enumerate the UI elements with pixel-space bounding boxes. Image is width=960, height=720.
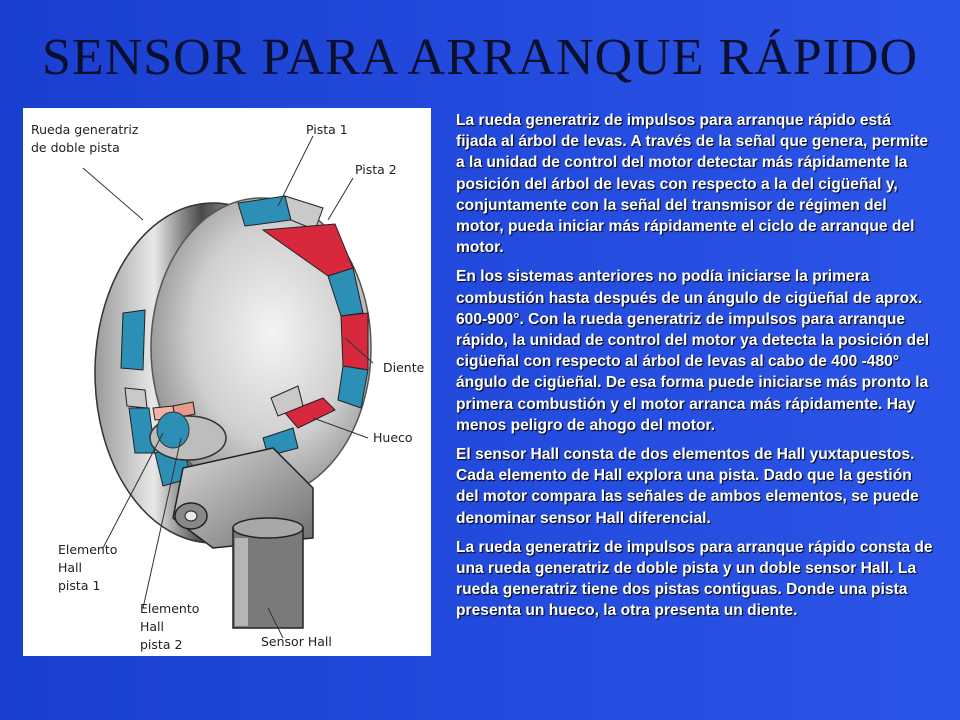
label-hall1-line3: pista 1 (58, 578, 101, 593)
label-hall1-line2: Hall (58, 560, 83, 575)
label-hall2-line2: Hall (140, 619, 165, 634)
paragraph-1: La rueda generatriz de impulsos para arranque rápido está fijada al árbol de levas. A través de la señal que genera, permite a la unidad de control del motor detectar más rápidamente la posición del árbol de levas con respecto a la del cigüeñal y, conjuntamente con la señal del transmisor de régimen del motor, pueda iniciar más rápidamente el ciclo de arranque del motor. (456, 112, 929, 257)
label-track1: Pista 1 (306, 122, 348, 137)
label-hall2-line1: Elemento (140, 601, 200, 616)
paragraph-3: El sensor Hall consta de dos elementos de Hall yuxtapuestos. Cada elemento de Hall explora una pista. Dado que la gestión del motor compara las señales de ambos elementos, se puede denominar sensor Hall diferencial. (456, 446, 919, 527)
label-hall2-line3: pista 2 (140, 637, 183, 652)
label-track2: Pista 2 (355, 162, 397, 177)
label-sensor: Sensor Hall (261, 634, 332, 649)
sensor-illustration (23, 108, 431, 656)
paragraph-2: En los sistemas anteriores no podía iniciarse la primera combustión hasta después de un ángulo de cigüeñal de aprox. 600-900°. Con la rueda generatriz de impulsos para arranque rápido, la unidad de control del motor ya detecta la posición del cigüeñal con respecto al árbol de levas al cabo de 400 -480° ángulo de cigüeñal. De esa forma puede iniciarse más pronto la primera combustión y el motor arranca más rápidamente. Hay menos peligro de ahogo del motor. (456, 268, 930, 434)
label-gap: Hueco (373, 430, 413, 445)
slide-title: SENSOR PARA ARRANQUE RÁPIDO (41, 29, 919, 86)
paragraph-4: La rueda generatriz de impulsos para arranque rápido consta de una rueda generatriz de doble pista y un doble sensor Hall. La rueda generatriz tiene dos pistas contiguas. Donde una pista presenta un hueco, la otra presenta un diente. (456, 538, 933, 620)
label-wheel-line1: Rueda generatriz (31, 122, 139, 137)
body-text (456, 110, 934, 630)
label-wheel-line2: de doble pista (31, 140, 120, 155)
label-tooth: Diente (383, 360, 425, 375)
label-hall1-line1: Elemento (58, 542, 118, 557)
